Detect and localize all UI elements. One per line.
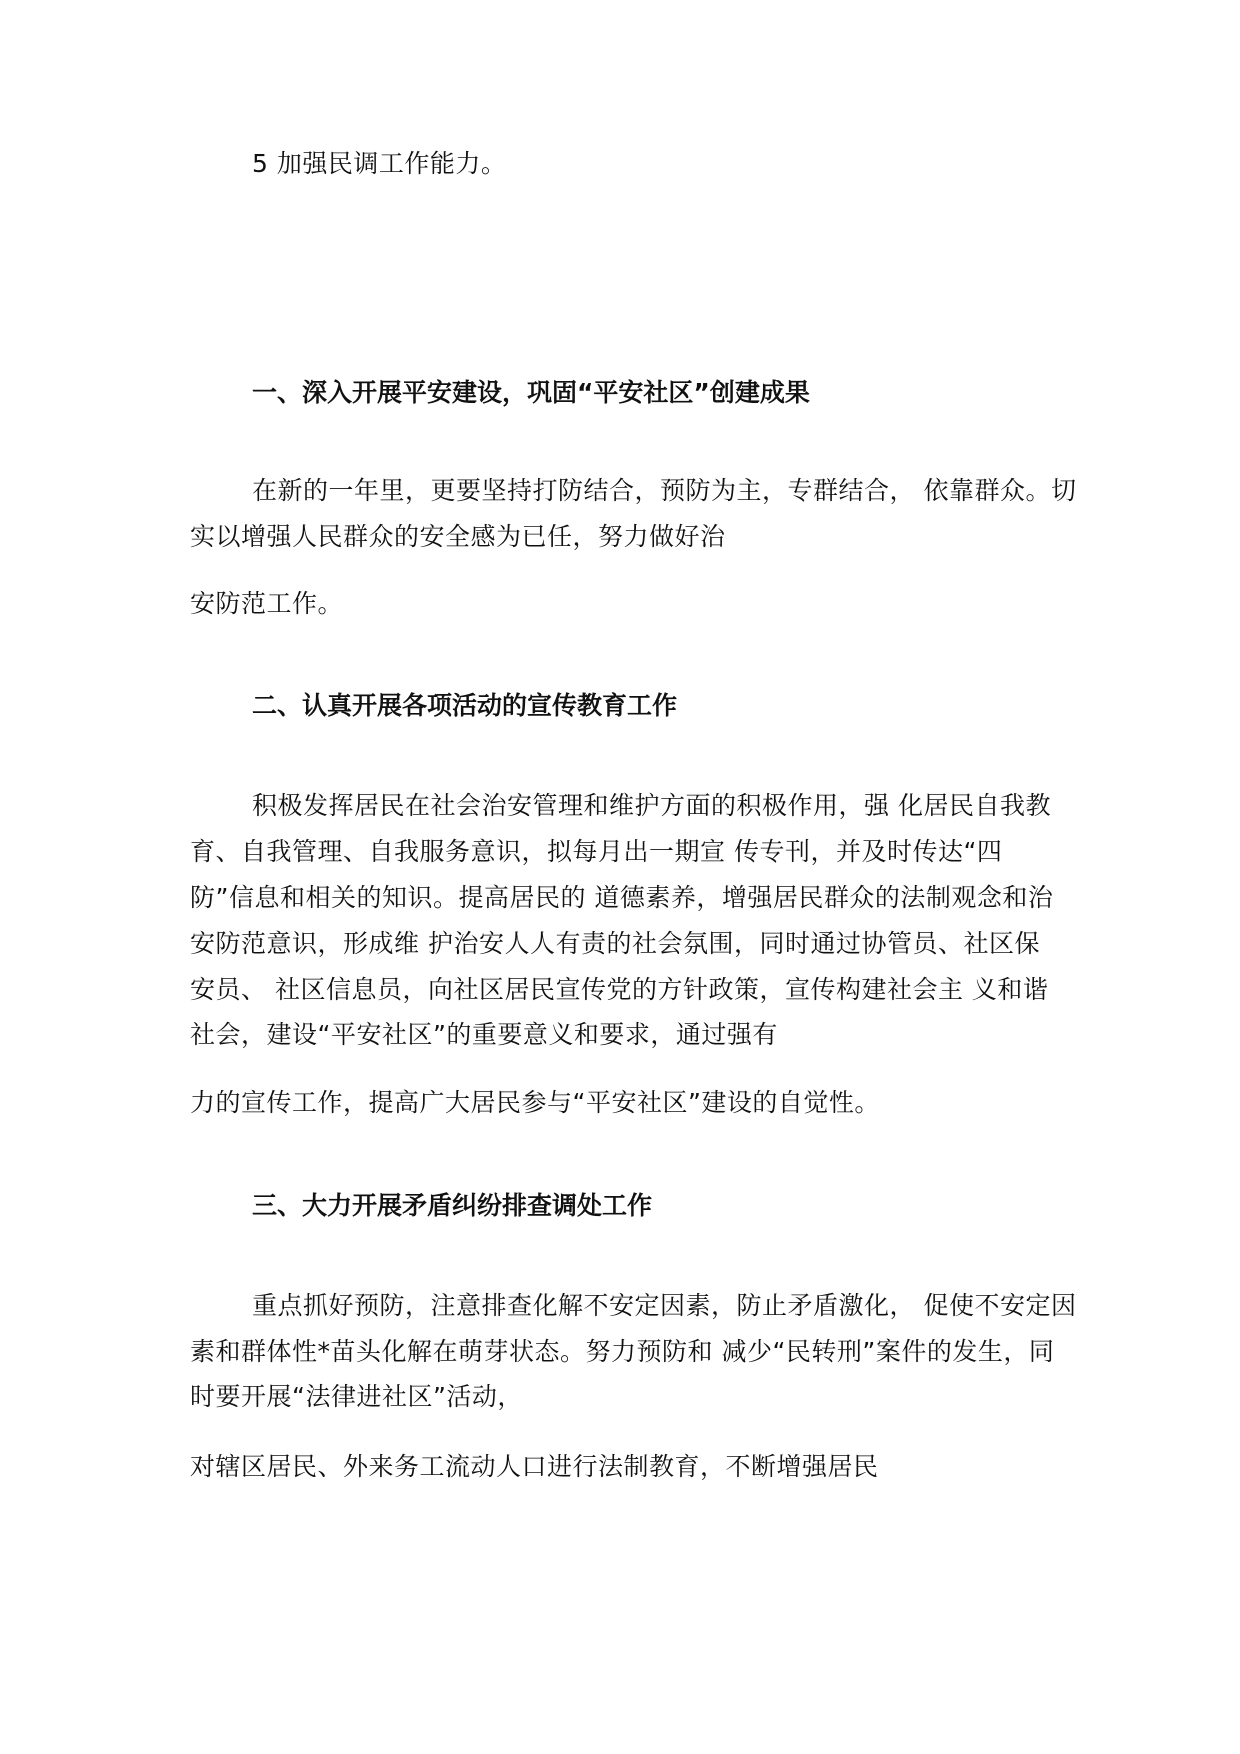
section-3-line-2: 素和群体性*苗头化解在萌芽状态。努力预防和 减少“民转刑”案件的发生，同 [190,1337,1055,1366]
section-3-heading: 三、大力开展矛盾纠纷排查调处工作 [252,1191,653,1220]
section-2-line-5: 安员、 社区信息员，向社区居民宣传党的方针政策，宣传构建社会主 义和谐 [190,975,1049,1004]
section-2-line-2: 育、自我管理、自我服务意识，拟每月出一期宣 传专刊，并及时传达“四 [190,837,1003,866]
section-3-line-1: 重点抓好预防，注意排查化解不安定因素，防止矛盾激化， 促使不安定因 [252,1291,1077,1320]
top-line: 5 加强民调工作能力。 [252,149,507,178]
section-2-heading: 二、认真开展各项活动的宣传教育工作 [252,691,678,720]
section-2-line-3: 防”信息和相关的知识。提高居民的 道德素养，增强居民群众的法制观念和治 [190,883,1054,912]
section-1-line-1: 在新的一年里，更要坚持打防结合，预防为主，专群结合， 依靠群众。切 [252,476,1077,505]
section-1-heading: 一、深入开展平安建设，巩固“平安社区”创建成果 [252,378,810,407]
section-2-line-6: 社会，建设“平安社区”的重要意义和要求，通过强有 [190,1020,778,1049]
section-3-line-3: 时要开展“法律进社区”活动， [190,1382,523,1411]
section-2-line-1: 积极发挥居民在社会治安管理和维护方面的积极作用，强 化居民自我教 [252,791,1051,820]
section-3-line-4: 对辖区居民、外来务工流动人口进行法制教育，不断增强居民 [190,1452,879,1481]
section-2-line-4: 安防范意识，形成维 护治安人人有责的社会氛围，同时通过协管员、社区保 [190,929,1040,958]
section-2-line-7: 力的宣传工作，提高广大居民参与“平安社区”建设的自觉性。 [190,1088,880,1117]
section-1-line-2: 实以增强人民群众的安全感为已任，努力做好治 [190,522,726,551]
section-1-line-3: 安防范工作。 [190,589,344,618]
